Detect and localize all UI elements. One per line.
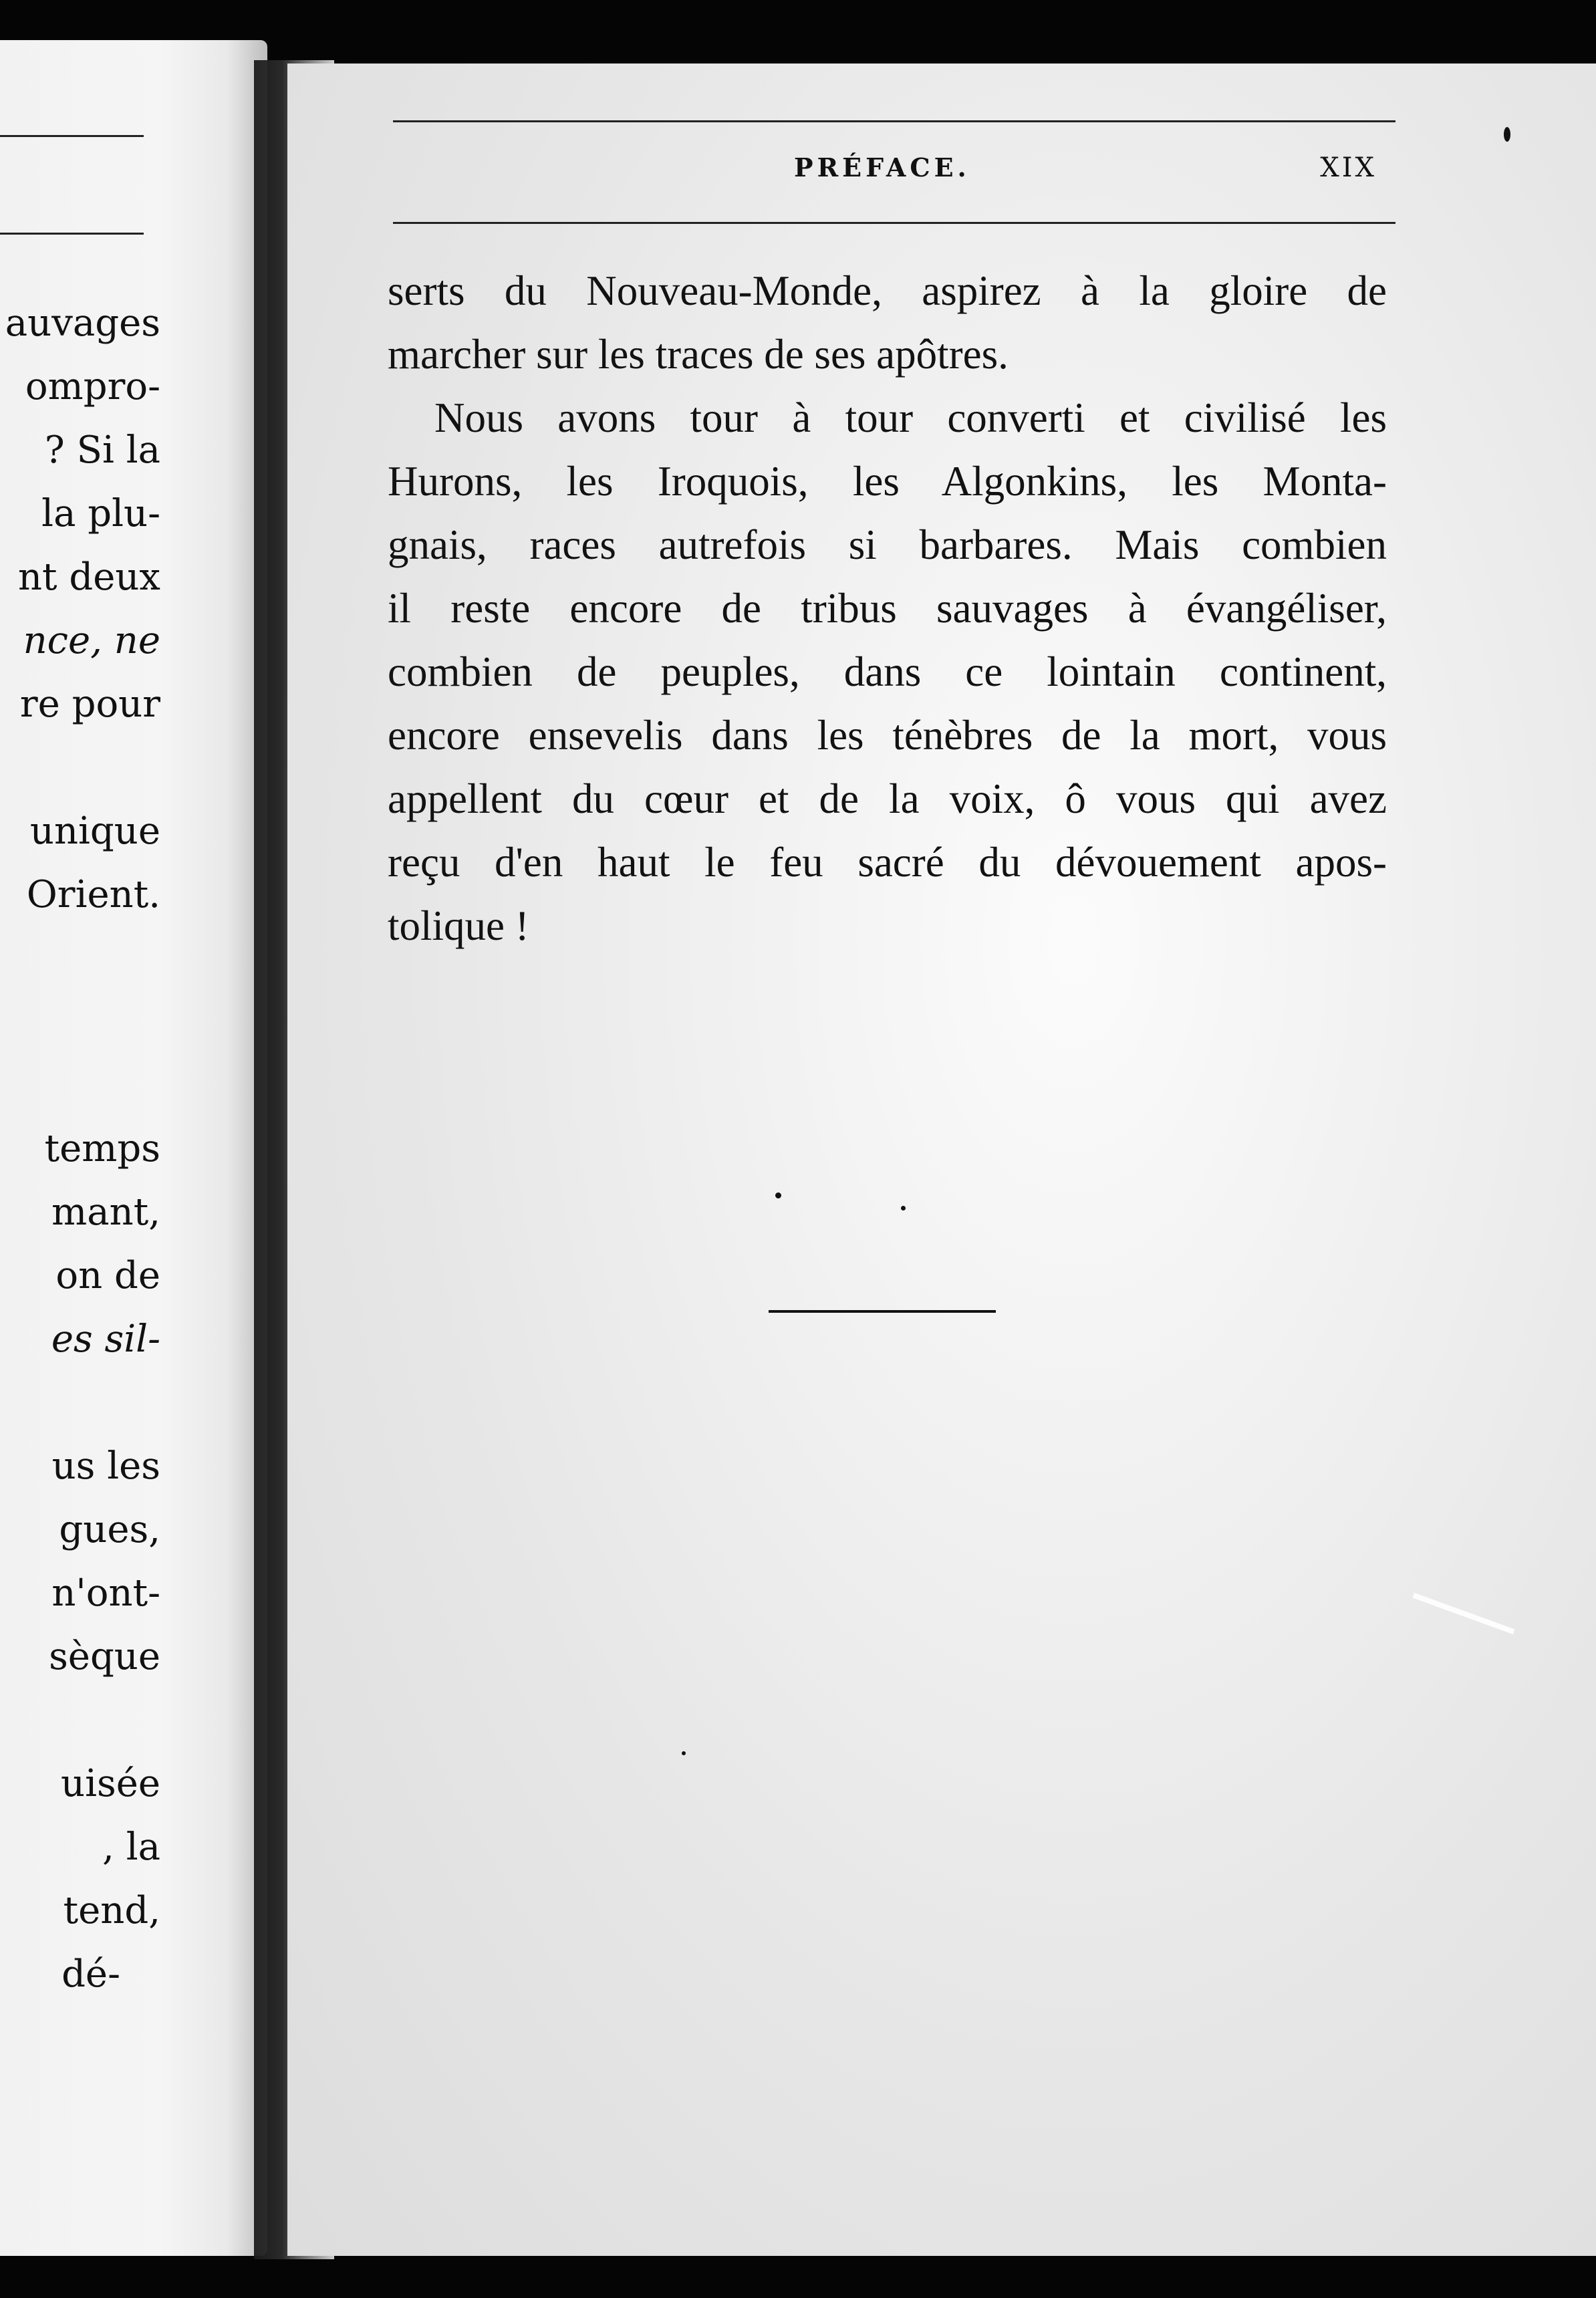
running-head bbox=[393, 152, 1395, 199]
header-rule-bottom bbox=[393, 222, 1395, 224]
left-line: gues, bbox=[59, 1508, 160, 1551]
body-line: tolique ! bbox=[388, 902, 529, 949]
left-line: sèque bbox=[49, 1635, 160, 1678]
left-line: on de bbox=[55, 1254, 160, 1297]
left-line: n'ont- bbox=[51, 1571, 160, 1615]
left-line: nce, ne bbox=[23, 619, 160, 662]
left-line: temps bbox=[44, 1127, 160, 1170]
ink-speck bbox=[1504, 127, 1510, 142]
left-line: ompro- bbox=[25, 365, 160, 408]
body-line: serts du Nouveau-Monde, aspirez à la gloire de bbox=[388, 267, 1387, 314]
body-line: gnais, races autrefois si barbares. Mais combien bbox=[388, 521, 1387, 568]
left-line: nt deux bbox=[17, 555, 160, 599]
left-line: es sil- bbox=[51, 1317, 160, 1361]
left-line: us les bbox=[51, 1444, 160, 1488]
body-line: combien de peuples, dans ce lointain continent, bbox=[388, 648, 1387, 695]
left-line: ? Si la bbox=[44, 428, 160, 472]
page-number: XIX bbox=[1320, 152, 1377, 183]
ink-speck bbox=[901, 1206, 906, 1210]
body-line: il reste encore de tribus sauvages à évangéliser, bbox=[388, 585, 1387, 632]
body-line: marcher sur les traces de ses apôtres. bbox=[388, 331, 1009, 378]
body-line: reçu d'en haut le feu sacré du dévouement apos- bbox=[388, 839, 1387, 886]
end-rule bbox=[769, 1310, 996, 1313]
left-line: re pour bbox=[19, 682, 160, 726]
left-line: mant, bbox=[51, 1190, 160, 1234]
header-rule-top bbox=[393, 120, 1395, 122]
left-line: Orient. bbox=[26, 873, 160, 916]
left-page bbox=[0, 40, 267, 2256]
left-line: unique bbox=[29, 809, 160, 853]
body-paragraphs bbox=[388, 259, 1387, 958]
ink-speck bbox=[682, 1751, 686, 1755]
left-line: , la bbox=[102, 1825, 160, 1869]
left-line: dé- bbox=[61, 1952, 120, 1996]
left-line: la plu- bbox=[41, 492, 160, 535]
left-line: auvages bbox=[5, 301, 160, 345]
body-line: encore ensevelis dans les ténèbres de la mort, vous bbox=[388, 712, 1387, 759]
running-title: PRÉFACE. bbox=[794, 152, 970, 182]
body-line: Nous avons tour à tour converti et civilisé les bbox=[434, 394, 1387, 441]
body-line: appellent du cœur et de la voix, ô vous qui avez bbox=[388, 775, 1387, 822]
left-line: uisée bbox=[61, 1762, 160, 1805]
ink-speck bbox=[775, 1192, 781, 1198]
left-page-text bbox=[0, 40, 160, 2256]
left-line: tend, bbox=[63, 1889, 160, 1932]
body-line: Hurons, les Iroquois, les Algonkins, les Monta- bbox=[388, 458, 1387, 505]
